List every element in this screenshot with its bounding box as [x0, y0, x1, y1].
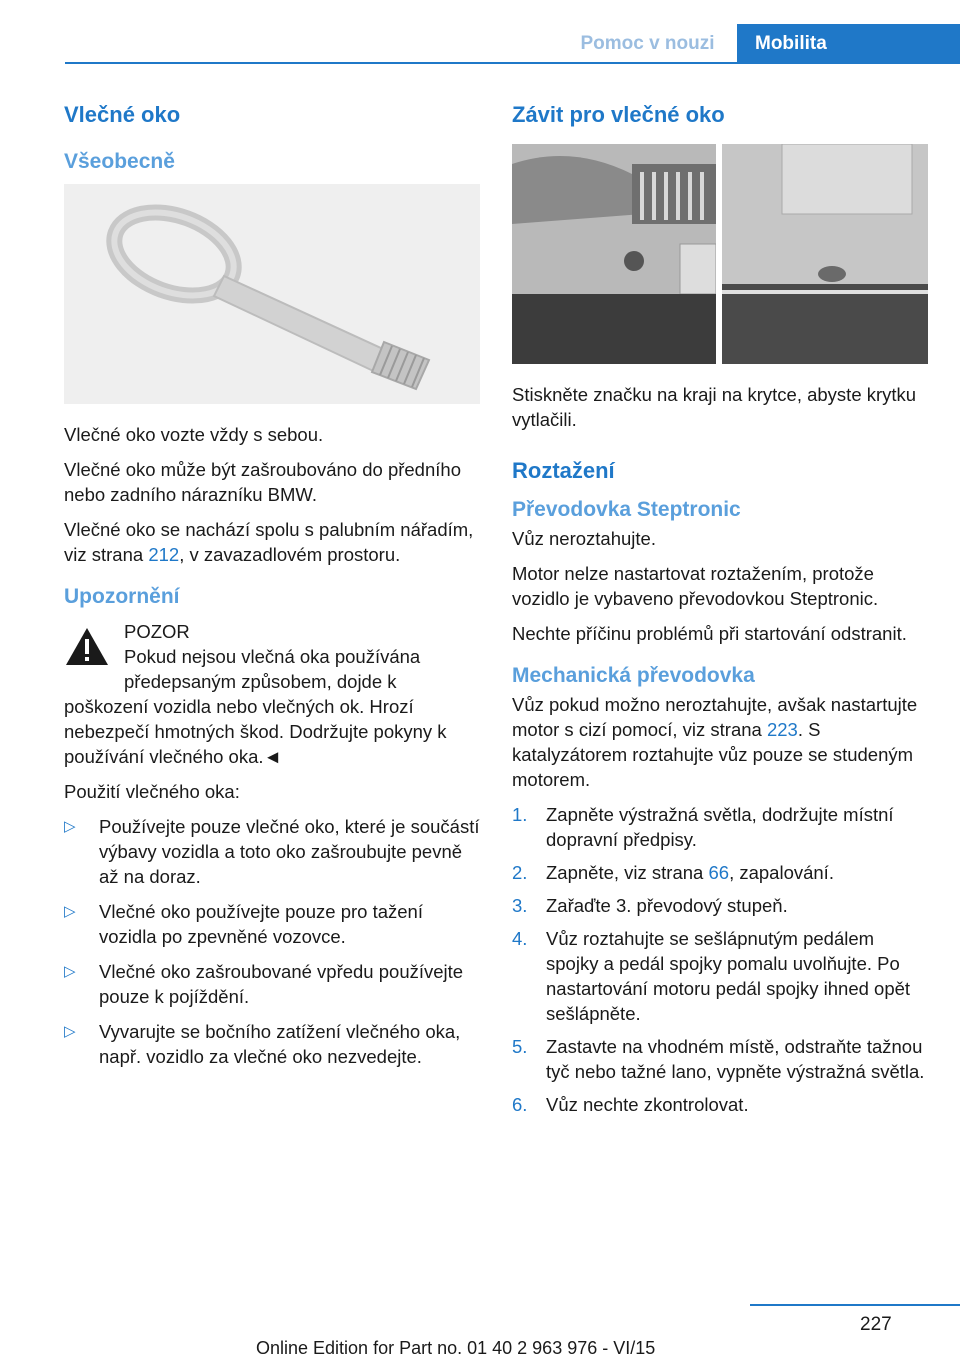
step-item: 5. Zastavte na vhodném místě, odstraňte tažnou tyč nebo tažné lano, vypněte výstražná světla.	[512, 1036, 925, 1082]
right-column	[512, 100, 928, 1125]
tab-section[interactable]: Pomoc v nouzi	[580, 33, 715, 54]
bumper-photo-right	[722, 144, 928, 364]
section-title-thread: Závit pro vlečné oko	[512, 102, 725, 127]
list-item: ▷ Vlečné oko zašroubované vpředu používejte pouze k pojíždění.	[64, 961, 464, 1007]
section-title-towstart: Roztažení	[512, 458, 615, 483]
page-link-66[interactable]: 66	[708, 862, 730, 883]
subsection-manual: Mechanická převodovka	[512, 664, 755, 687]
edition-note: Online Edition for Part no. 01 40 2 963 976 - VI/15	[256, 1338, 656, 1358]
usage-list	[64, 814, 480, 1069]
bumper-cover-image	[512, 144, 928, 364]
step-item: 1. Zapněte výstražná světla, dodržujte místní dopravní předpisy.	[512, 804, 894, 850]
towstart-steps	[512, 802, 928, 1117]
steptronic-p2: Motor nelze nastartovat roztažením, protože vozidlo je vybaveno převodovkou Steptronic.	[512, 563, 879, 609]
footer-rule	[750, 1304, 960, 1306]
warning-title: POZOR	[124, 621, 190, 642]
paragraph-carry: Vlečné oko vozte vždy s sebou.	[64, 424, 324, 445]
usage-intro: Použití vlečného oka:	[64, 781, 240, 802]
left-column	[64, 100, 480, 1079]
page-link-212[interactable]: 212	[148, 544, 180, 565]
list-item: ▷ Vyvarujte se bočního zatížení vlečného oka, např. vozidlo za vlečné oko nezvedejte.	[64, 1021, 461, 1067]
section-title-tow-eye: Vlečné oko	[64, 102, 181, 127]
tow-eye-image	[64, 184, 480, 404]
step-item: 6. Vůz nechte zkontrolovat.	[512, 1094, 749, 1115]
list-item: ▷ Vlečné oko používejte pouze pro tažení vozidla po zpevněné vozovce.	[64, 901, 423, 947]
list-item: ▷ Používejte pouze vlečné oko, které je součástí výbavy vozidla a toto oko zašroubujte pevně až na doraz.	[64, 816, 480, 887]
header-rule	[65, 62, 960, 64]
warning-block	[64, 619, 480, 769]
subsection-general: Všeobecně	[64, 150, 175, 173]
step-item: 2. Zapněte, viz strana 66, zapalování.	[512, 862, 834, 883]
tab-chapter[interactable]: Mobilita	[737, 24, 960, 64]
warning-text: Pokud nejsou vlečná oka používána předepsaným způsobem, dojde k poškození vozidla nebo vlečných ok. Hrozí nebezpečí hmotných škod. Dodržujte pokyny k používání vlečného oka.◄	[64, 646, 447, 767]
steptronic-p1: Vůz neroztahujte.	[512, 528, 656, 549]
paragraph-location: Vlečné oko se nachází spolu s palubním nářadím, viz strana 212, v zavazadlovém prostoru.	[64, 519, 474, 565]
subsection-steptronic: Převodovka Steptronic	[512, 498, 741, 521]
bumper-photo-left	[512, 144, 716, 364]
page-number: 227	[860, 1314, 892, 1335]
manual-paragraph: Vůz pokud možno neroztahujte, avšak nastartujte motor s cizí pomocí, viz strana 223. S katalyzátorem roztahujte vůz pouze se studeným motorem.	[512, 694, 918, 790]
step-item: 4. Vůz roztahujte se sešlápnutým pedálem spojky a pedál spojky pomalu uvolňujte. Po nastartování motoru pedál spojky ihned opět sešlápněte.	[512, 928, 911, 1024]
paragraph-bumper: Vlečné oko může být zašroubováno do předního nebo zadního nárazníku BMW.	[64, 459, 461, 505]
step-item: 3. Zařaďte 3. převodový stupeň.	[512, 895, 788, 916]
caption-press-mark: Stiskněte značku na kraji na krytce, abyste krytku vytlačili.	[512, 384, 917, 430]
page-link-223[interactable]: 223	[766, 719, 798, 740]
steptronic-p3: Nechte příčinu problémů při startování odstranit.	[512, 623, 907, 644]
warning-triangle-icon	[64, 625, 110, 667]
subsection-notes: Upozornění	[64, 585, 180, 608]
